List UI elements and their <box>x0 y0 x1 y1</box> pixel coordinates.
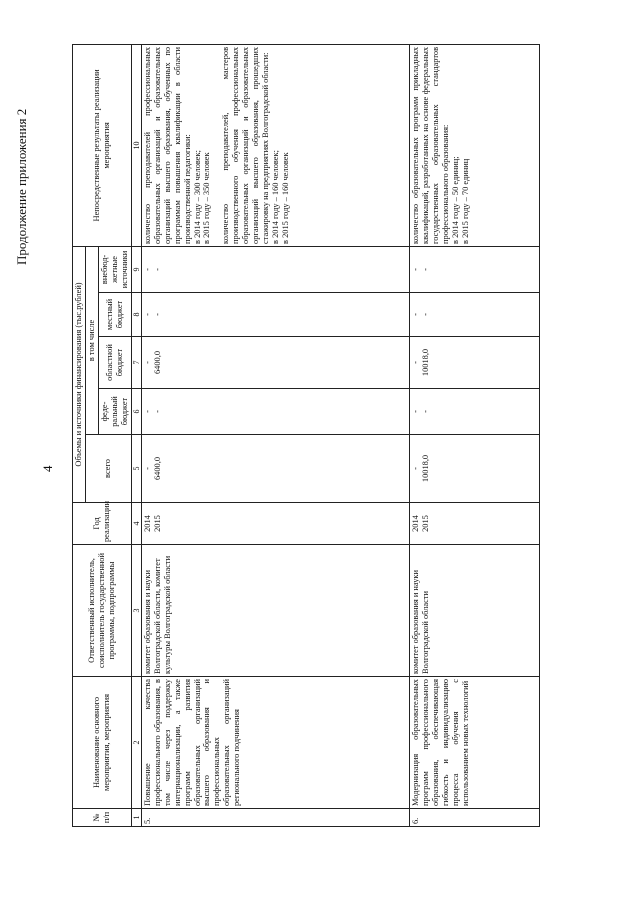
col-number: 7 <box>131 337 141 389</box>
federal-value: - <box>420 410 430 413</box>
row-federal <box>141 389 409 435</box>
col-year-header: Год реализации <box>73 503 132 545</box>
federal-value: - <box>152 410 162 413</box>
federal-value: - <box>410 410 420 413</box>
result-line: количество преподавателей, мастеров производственного обучения профессиональных образовательных организаций и образовательных организаций высшего образования, прошедших стажировку на предприятиях Волгоградской области: <box>221 46 270 244</box>
result-line: в 2015 году – 70 единиц <box>460 158 470 244</box>
col-number: 3 <box>131 545 141 677</box>
total-value: 6400,0 <box>152 456 162 481</box>
total-value: - <box>142 467 152 470</box>
row-total <box>141 435 409 503</box>
row-local <box>141 293 409 337</box>
page-number: 4 <box>40 465 55 472</box>
extrabudget-value: - <box>152 268 162 271</box>
row-executor: комитет образования и науки Волгоградской области, комитет культуры Волгоградской области <box>141 545 409 677</box>
row-years <box>409 503 539 545</box>
col-number: 5 <box>131 435 141 503</box>
result-line: в 2015 году – 160 человек <box>280 152 290 244</box>
col-executor-header: Ответственный исполнитель, соисполнитель государственной программы, подпрограммы <box>73 545 132 677</box>
extrabudget-value: - <box>420 268 430 271</box>
local-value: - <box>142 313 152 316</box>
col-number: 1 <box>131 809 141 827</box>
funding-group-header: Объемы и источники финансирования (тыс.рублей) <box>73 246 86 502</box>
col-results-header: Непосредственные результаты реализации мероприятия <box>73 44 132 246</box>
result-line: в 2015 году – 350 человек <box>202 152 212 244</box>
local-value: - <box>410 313 420 316</box>
table-row <box>141 44 409 826</box>
col-number: 4 <box>131 503 141 545</box>
result-line: в 2014 году – 50 единиц; <box>450 156 460 244</box>
result-spacer <box>212 47 221 244</box>
row-regional <box>409 337 539 389</box>
col-number: 10 <box>131 44 141 246</box>
regional-value: - <box>410 361 420 364</box>
row-executor: комитет образования и науки Волгоградской области <box>409 545 539 677</box>
row-total <box>409 435 539 503</box>
including-header: в том числе <box>85 246 98 434</box>
regional-value: 10018,0 <box>420 348 430 377</box>
extrabudget-value: - <box>142 268 152 271</box>
col-number: 2 <box>131 677 141 809</box>
col-extrabudget-header: внебюд-жетные источники <box>98 246 131 292</box>
result-line: количество преподавателей профессиональных образовательных организаций и образовательных организаций высшего образования, обученных по программам повышения квалификации в области производственной педагогики: <box>142 46 192 244</box>
year-value: 2014 <box>410 515 420 532</box>
regional-value: - <box>142 361 152 364</box>
year-value: 2014 <box>142 515 152 532</box>
result-line: количество образовательных программ прикладных квалификаций, разработанных на основе федеральных государственных образовательных стандартов профессионального образования: <box>410 46 450 244</box>
header-row-1 <box>73 44 86 826</box>
column-number-row <box>131 44 141 826</box>
regional-value: 6400,0 <box>152 350 162 375</box>
row-extrabudget <box>141 246 409 292</box>
total-value: - <box>410 467 420 470</box>
table-row <box>409 44 539 826</box>
result-line: в 2014 году – 160 человек; <box>270 150 280 244</box>
extrabudget-value: - <box>410 268 420 271</box>
col-number: 9 <box>131 246 141 292</box>
federal-value: - <box>142 410 152 413</box>
local-value: - <box>152 313 162 316</box>
local-value: - <box>420 313 430 316</box>
col-federal-header: феде-ральный бюджет <box>98 389 131 435</box>
row-num: 5. <box>141 809 409 827</box>
row-local <box>409 293 539 337</box>
col-number: 8 <box>131 293 141 337</box>
row-extrabudget <box>409 246 539 292</box>
row-results <box>141 44 409 246</box>
total-value: 10018,0 <box>420 454 430 483</box>
row-years <box>141 503 409 545</box>
row-name: Модернизация образовательных программ профессионального образования, обеспечивающая гибкость и индивидуализацию процесса обучения с использованием новых технологий <box>409 677 539 809</box>
col-number: 6 <box>131 389 141 435</box>
result-line: в 2014 году – 300 человек; <box>192 150 202 244</box>
row-results <box>409 44 539 246</box>
col-name-header: Наименование основного мероприятия, мероприятия <box>73 677 132 809</box>
col-regional-header: областной бюджет <box>98 337 131 389</box>
program-table <box>72 44 540 827</box>
row-num: 6. <box>409 809 539 827</box>
col-num-header: № п/п <box>73 809 132 827</box>
row-federal <box>409 389 539 435</box>
col-total-header: всего <box>85 435 131 503</box>
row-regional <box>141 337 409 389</box>
continuation-label: Продолжение приложения 2 <box>14 108 29 265</box>
col-local-header: местный бюджет <box>98 293 131 337</box>
year-value: 2015 <box>152 515 162 532</box>
year-value: 2015 <box>420 515 430 532</box>
row-name: Повышение качества профессионального образования, в том числе через поддержку интернационализации, а также программ развития образовательных организаций высшего образования и профессиональных образовательных организаций регионального подчинения <box>141 677 409 809</box>
